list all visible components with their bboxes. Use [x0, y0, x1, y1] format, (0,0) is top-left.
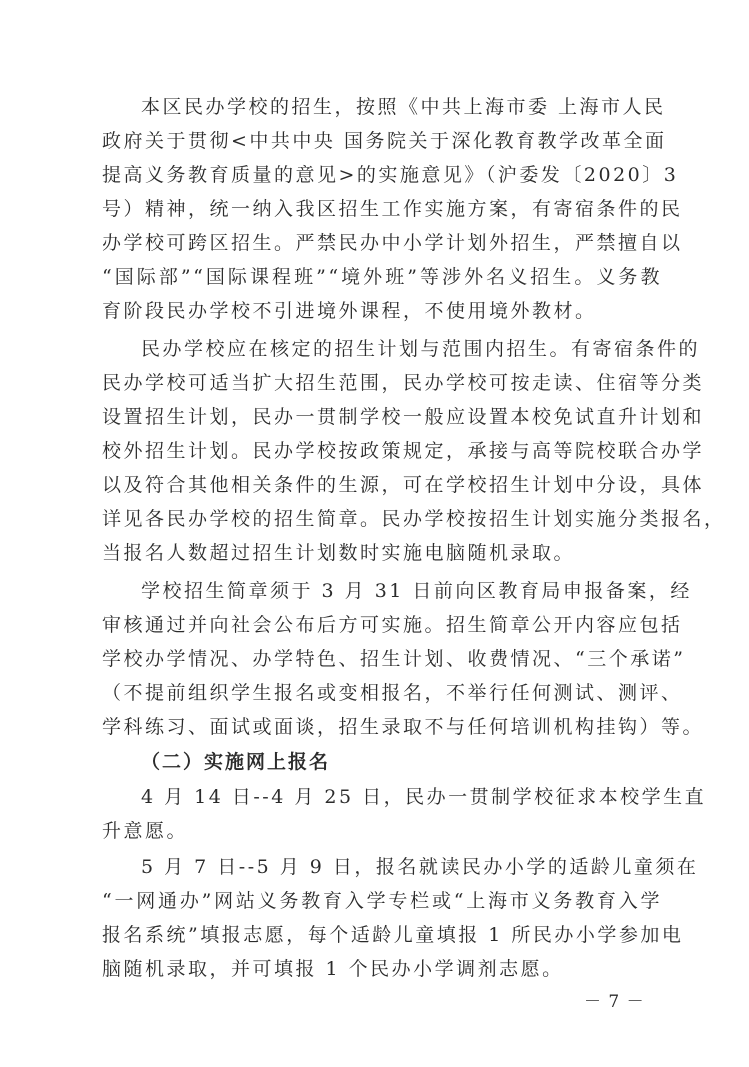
paragraph-3-line-2: 审核通过并向社会公布后方可实施。招生简章公开内容应包括	[102, 614, 683, 636]
paragraph-5-line-4: 脑随机录取，并可填报 1 个民办小学调剂志愿。	[102, 958, 564, 980]
paragraph-2-line-3: 设置招生计划，民办一贯制学校一般应设置本校免试直升计划和	[102, 406, 705, 428]
paragraph-5-line-3: 报名系统”填报志愿，每个适龄儿童填报 1 所民办小学参加电	[102, 924, 684, 946]
paragraph-1-line-7: 育阶段民办学校不引进境外课程，不使用境外教材。	[102, 300, 597, 322]
paragraph-4-line-2: 升意愿。	[102, 820, 189, 842]
paragraph-5-line-1: 5 月 7 日--5 月 9 日，报名就读民办小学的适龄儿童须在	[141, 856, 699, 878]
paragraph-3-line-1: 学校招生简章须于 3 月 31 日前向区教育局申报备案，经	[141, 580, 692, 602]
paragraph-1-line-5: 办学校可跨区招生。严禁民办中小学计划外招生，严禁擅自以	[102, 232, 683, 254]
paragraph-2-line-4: 校外招生计划。民办学校按政策规定，承接与高等院校联合办学	[102, 440, 705, 462]
section-heading: （二）实施网上报名	[141, 751, 331, 773]
paragraph-1-line-2: 政府关于贯彻<中共中央 国务院关于深化教育教学改革全面	[102, 130, 667, 152]
paragraph-1-line-6: “国际部”“国际课程班”“境外班”等涉外名义招生。义务教	[102, 266, 662, 288]
page-number: － 7 －	[584, 992, 645, 1012]
paragraph-1-line-1: 本区民办学校的招生，按照《中共上海市委 上海市人民	[141, 96, 666, 118]
paragraph-3-line-4: （不提前组织学生报名或变相报名，不举行任何测试、测评、	[102, 682, 683, 704]
paragraph-1-line-4: 号）精神，统一纳入我区招生工作实施方案，有寄宿条件的民	[102, 198, 683, 220]
paragraph-3-line-5: 学科练习、面试或面谈，招生录取不与任何培训机构挂钩）等。	[102, 716, 705, 738]
paragraph-1-line-3: 提高义务教育质量的意见>的实施意见》（沪委发〔2020〕3	[102, 164, 679, 186]
paragraph-2-line-1: 民办学校应在核定的招生计划与范围内招生。有寄宿条件的	[141, 338, 701, 360]
paragraph-3-line-3: 学校办学情况、办学特色、招生计划、收费情况、“三个承诺”	[102, 648, 686, 670]
paragraph-2-line-6: 详见各民办学校的招生简章。民办学校按招生计划实施分类报名，	[102, 508, 726, 530]
paragraph-2-line-5: 以及符合其他相关条件的生源，可在学校招生计划中分设，具体	[102, 474, 705, 496]
paragraph-2-line-2: 民办学校可适当扩大招生范围，民办学校可按走读、住宿等分类	[102, 372, 705, 394]
paragraph-2-line-7: 当报名人数超过招生计划数时实施电脑随机录取。	[102, 542, 576, 564]
paragraph-4-line-1: 4 月 14 日--4 月 25 日，民办一贯制学校征求本校学生直	[141, 786, 707, 808]
paragraph-5-line-2: “一网通办”网站义务教育入学专栏或“上海市义务教育入学	[102, 890, 662, 912]
